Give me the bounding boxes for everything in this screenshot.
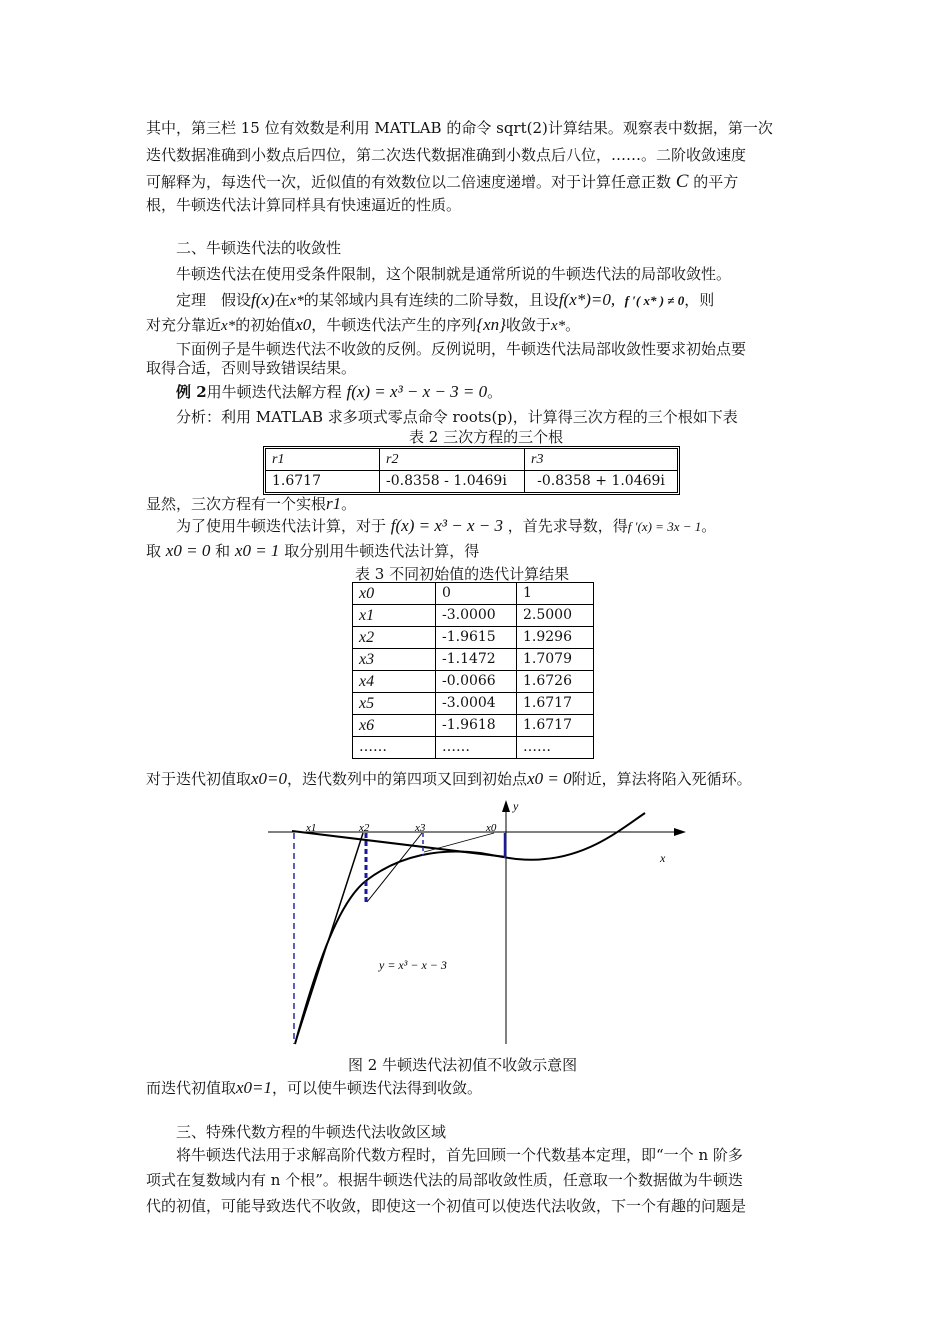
counter-line2: 取得合适，否则导致错误结果。 [146, 359, 357, 377]
table3-cell: 2.5000 [517, 605, 594, 627]
section3-line1: 将牛顿迭代法用于求解高阶代数方程时，首先回顾一个代数基本定理，即“一个 n 阶多 [176, 1146, 743, 1164]
table3-iterate-label: x3 [353, 649, 436, 671]
table3-cell: -1.9618 [436, 715, 517, 737]
table3-cell: 1.6717 [517, 693, 594, 715]
table3-cell: 1.6717 [517, 715, 594, 737]
table3-iterate-label: x0 [353, 583, 436, 605]
curve-label: y = x³ − x − 3 [379, 958, 447, 972]
theorem-line2: 对充分靠近x*的初始值x0，牛顿迭代法产生的序列{xn}收敛于x*。 [146, 315, 581, 334]
table3-iterate-label: …… [353, 737, 436, 759]
tangent-x3 [424, 833, 494, 852]
table3-cell: -0.0066 [436, 671, 517, 693]
para1-line2: 迭代数据准确到小数点后四位，第二次迭代数据准确到小数点后八位，……。二阶收敛速度 [146, 146, 747, 164]
para1-line4: 根，牛顿迭代法计算同样具有快速逼近的性质。 [146, 196, 462, 214]
table3-cell: 1.7079 [517, 649, 594, 671]
table3-cell: …… [517, 737, 594, 759]
tangent-x0 [292, 831, 506, 857]
figure-caption: 图 2 牛顿迭代法初值不收敛示意图 [348, 1056, 578, 1074]
y-axis-arrow-icon [502, 800, 510, 812]
table3-cell: 1 [517, 583, 594, 605]
table2-cell: -0.8358 + 1.0469i [525, 471, 678, 493]
section3-line2: 项式在复数域内有 n 个根”。根据牛顿迭代法的局部收敛性质，任意取一个数据做为牛顿迭 [146, 1171, 743, 1189]
table3-iterate-label: x5 [353, 693, 436, 715]
table2-header-r2: r2 [380, 449, 525, 471]
analysis-line: 分析：利用 MATLAB 求多项式零点命令 roots(p)，计算得三次方程的三个根如下表 [176, 408, 738, 426]
x-axis-label: x [660, 851, 666, 865]
converge-line: 而迭代初值取x0=1，可以使牛顿迭代法得到收敛。 [146, 1078, 483, 1097]
cycle-line: 对于迭代初值取x0=0，迭代数列中的第四项又回到初始点x0 = 0附近，算法将陷入死循环。 [146, 769, 752, 788]
table2-header-r3: r3 [525, 449, 678, 471]
counter-line1: 下面例子是牛顿迭代法不收敛的反例。反例说明，牛顿迭代法局部收敛性要求初始点要 [176, 340, 747, 358]
table3-caption: 表 3 不同初始值的迭代计算结果 [355, 565, 570, 583]
table3-cell: -1.9615 [436, 627, 517, 649]
y-axis-label: y [513, 799, 519, 813]
section3-heading: 三、特殊代数方程的牛顿迭代法收敛区域 [176, 1123, 447, 1141]
real-root-line: 显然，三次方程有一个实根r1。 [146, 494, 357, 513]
table3-iterate-label: x4 [353, 671, 436, 693]
var-c: C [675, 171, 689, 192]
x-axis-arrow-icon [674, 828, 686, 836]
example-2: 例 2用牛顿迭代法解方程 f(x) = x³ − x − 3 = 0。 [176, 382, 503, 401]
label-x0: x0 [486, 822, 497, 834]
table3-cell: 0 [436, 583, 517, 605]
cubic-curve [295, 813, 645, 1044]
para1-line1: 其中，第三栏 15 位有效数是利用 MATLAB 的命令 sqrt(2)计算结果。观察表中数据，第一次 [146, 119, 773, 137]
table3-cell: -3.0004 [436, 693, 517, 715]
table3-cell: 1.6726 [517, 671, 594, 693]
table3-iterate-label: x6 [353, 715, 436, 737]
section2-heading: 二、牛顿迭代法的收敛性 [176, 239, 342, 257]
table3-cell: …… [436, 737, 517, 759]
table3-iterate-label: x2 [353, 627, 436, 649]
derivative-line: 为了使用牛顿迭代法计算，对于 f(x) = x³ − x − 3 ，首先求导数，得f ′(x) = 3x − 1。 [176, 516, 717, 535]
table3-cell: 1.9296 [517, 627, 594, 649]
section2-intro: 牛顿迭代法在使用受条件限制，这个限制就是通常所说的牛顿迭代法的局部收敛性。 [176, 265, 732, 283]
table3-cell: -1.1472 [436, 649, 517, 671]
para1-line3: 可解释为，每迭代一次，近似值的有效数位以二倍速度递增。对于计算任意正数 C 的平方 [146, 171, 739, 192]
label-x1: x1 [306, 822, 317, 834]
label-x3: x3 [415, 822, 426, 834]
table2-header-r1: r1 [266, 449, 380, 471]
theorem-line1: 定理 假设f(x)在x*的某邻域内具有连续的二阶导数，且设f(x*)=0, f ′( x* ) ≠ 0，则 [176, 290, 715, 309]
label-x2: x2 [359, 822, 370, 834]
section3-line3: 代的初值，可能导致迭代不收敛，即使这一个初值可以使迭代法收敛，下一个有趣的问题是 [146, 1197, 747, 1215]
table2-cell: 1.6717 [266, 471, 380, 493]
table3-iterate-label: x1 [353, 605, 436, 627]
initial-values-line: 取 x0 = 0 和 x0 = 1 取分别用牛顿迭代法计算，得 [146, 541, 480, 560]
tangent-x1 [295, 833, 363, 1044]
table2-caption: 表 2 三次方程的三个根 [409, 428, 564, 446]
table2-cell: -0.8358 - 1.0469i [380, 471, 525, 493]
table3-cell: -3.0000 [436, 605, 517, 627]
